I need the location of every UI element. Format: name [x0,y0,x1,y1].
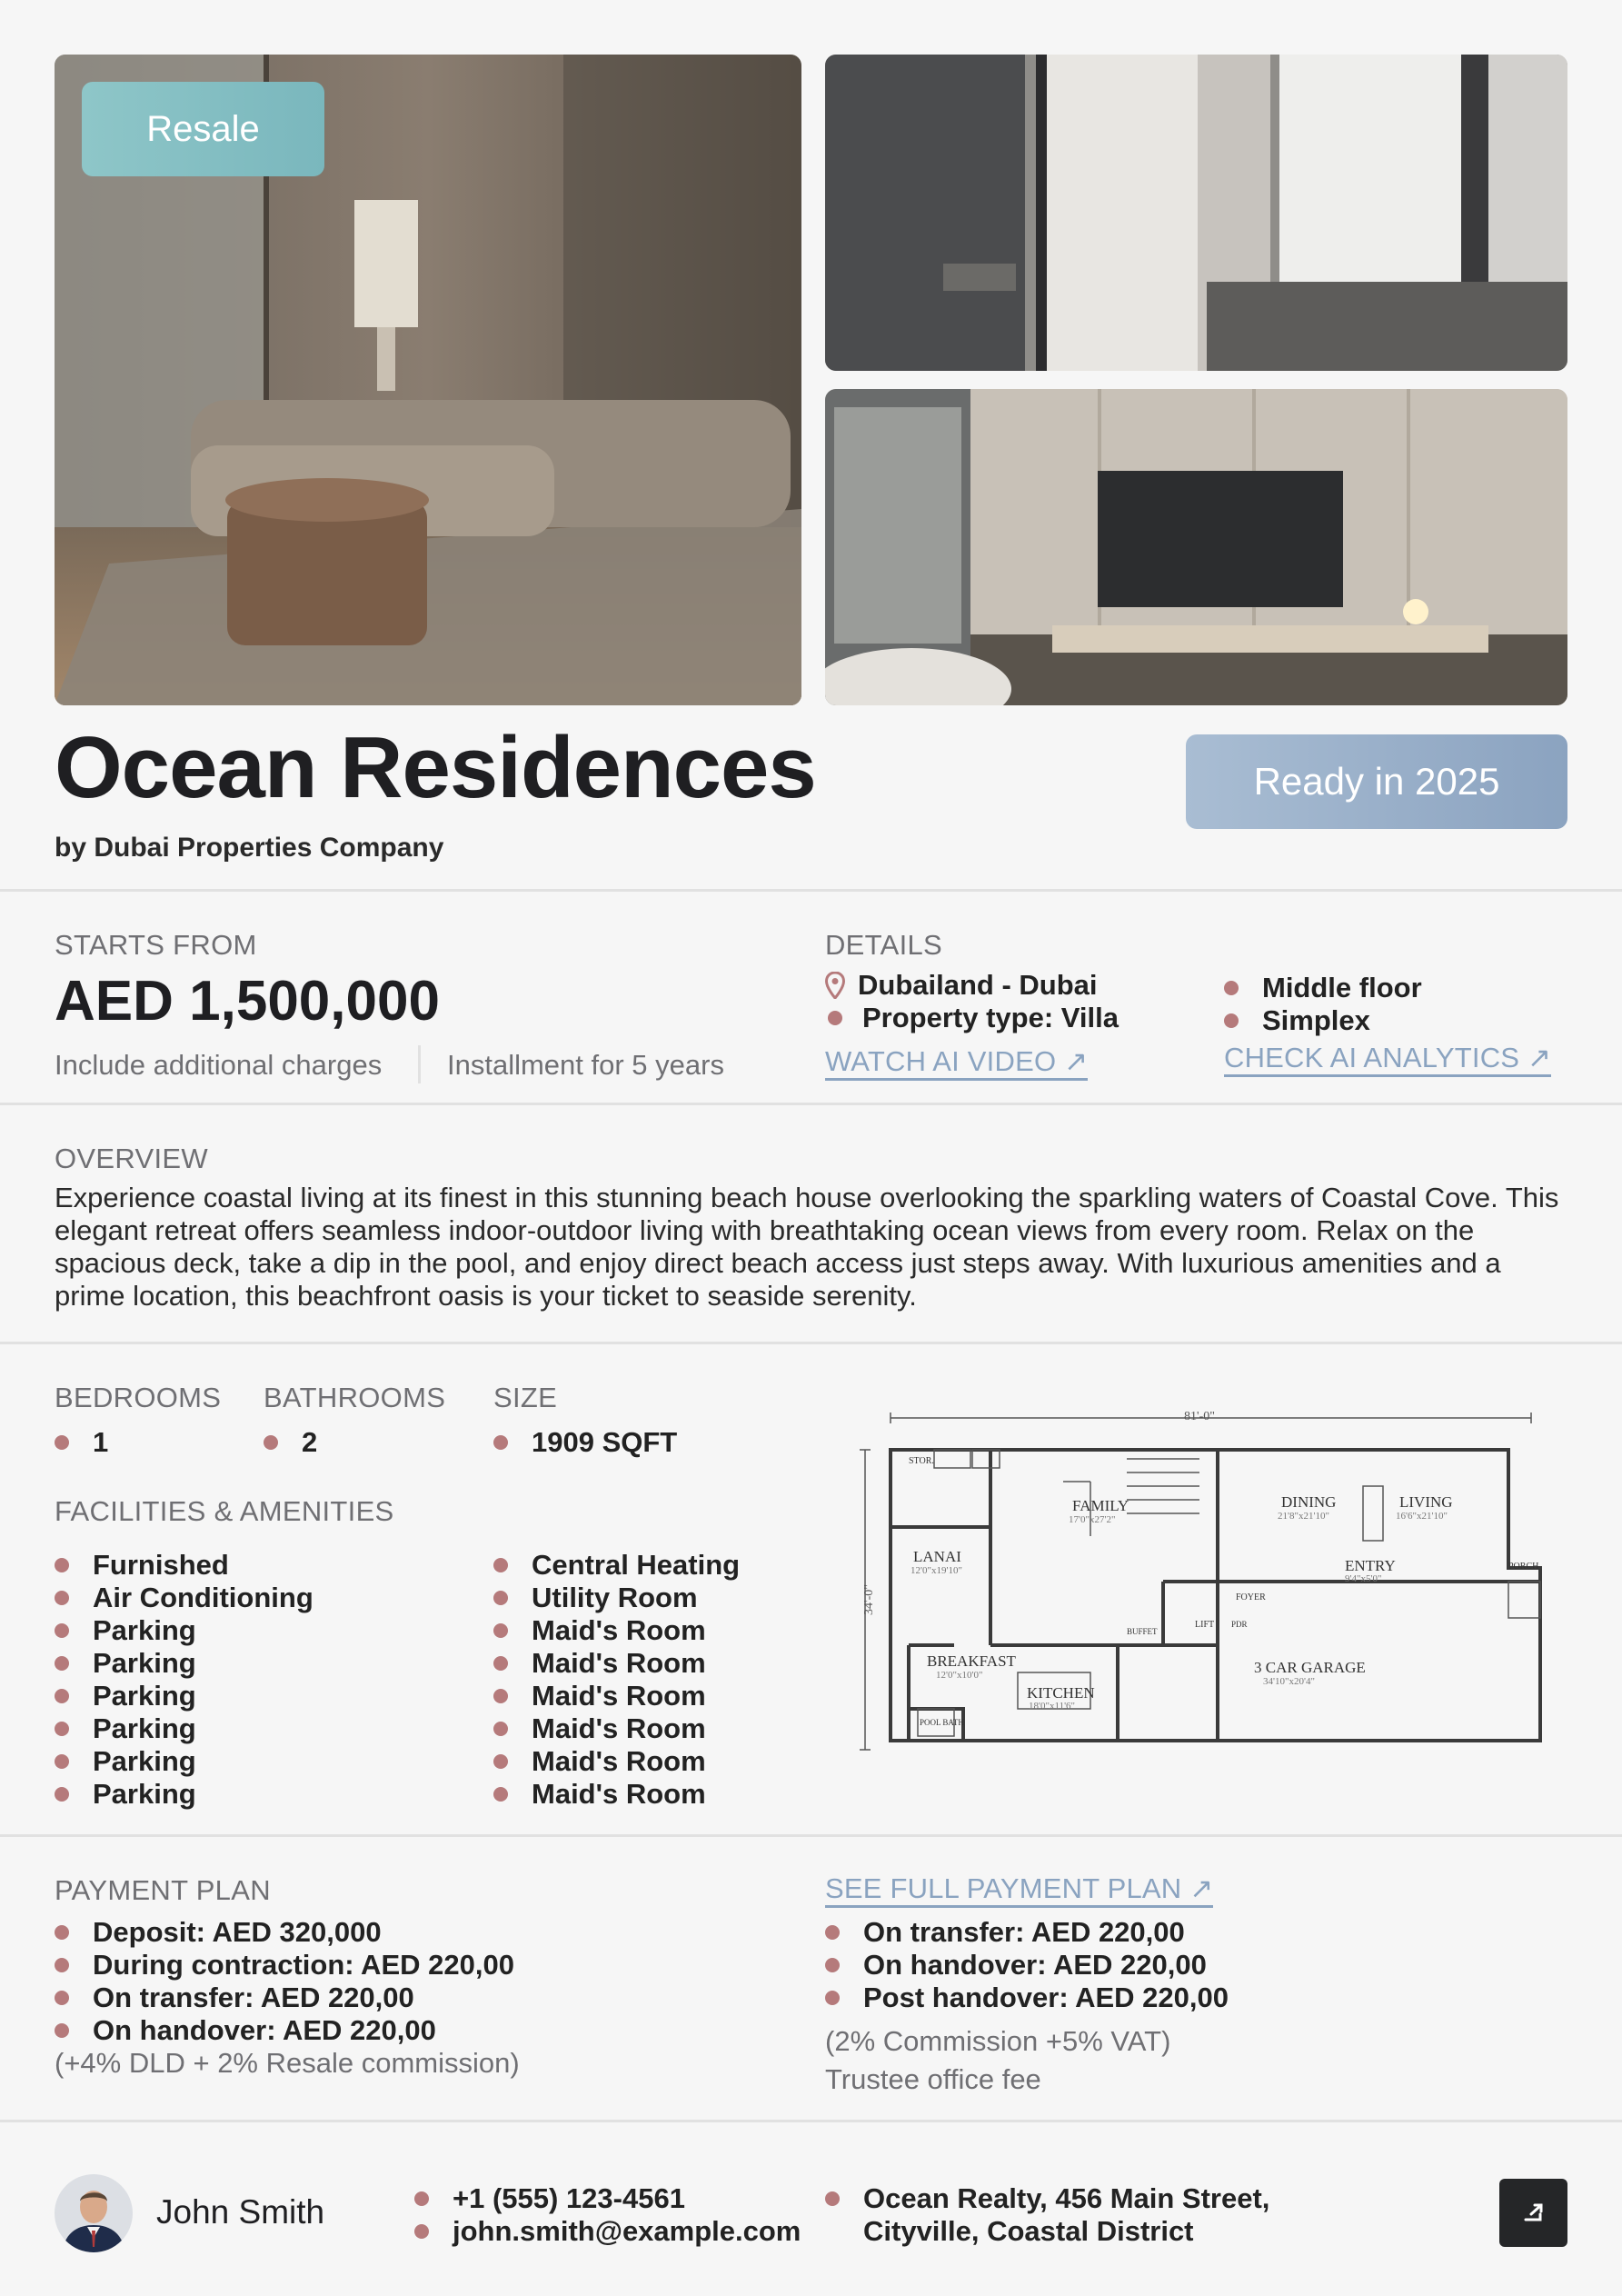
agent-contacts [414,2182,801,2248]
bathrooms-label: BATHROOMS [264,1382,446,1413]
room-kitchen: KITCHEN [1027,1684,1095,1702]
payment-column-1 [55,1916,514,2047]
list-item [55,1614,313,1647]
room-lanai: LANAI [913,1548,961,1565]
divider [0,1342,1622,1344]
amenity-text: Maid's Room [532,1778,706,1810]
detail-floor [1224,972,1422,1004]
detail-text: Middle floor [1262,972,1422,1003]
amenity-text: Parking [93,1778,196,1810]
payment-text: During contraction: AED 220,00 [93,1949,514,1981]
bullet-icon [264,1435,278,1450]
bullet-icon [55,1787,69,1802]
spec-text: 1909 SQFT [532,1426,678,1458]
list-item [55,1778,313,1811]
list-item [825,1949,1229,1982]
divider [0,1103,1622,1105]
room-buffet: BUFFET [1127,1627,1158,1636]
bullet-icon [1224,1013,1239,1028]
plan-width: 81'-0" [1184,1410,1215,1423]
phone-text: +1 (555) 123-4561 [453,2182,685,2214]
bullet-icon [493,1787,508,1802]
payment-note-commission: (2% Commission +5% VAT) [825,2025,1171,2057]
bedrooms-label: BEDROOMS [55,1382,222,1413]
dim-living: 16'6"x21'10" [1396,1511,1448,1522]
bullet-icon [55,1958,69,1972]
room-storage: STOR. [909,1456,934,1466]
detail-text: Dubailand - Dubai [858,969,1098,1001]
amenity-text: Air Conditioning [93,1582,313,1613]
price-value: AED 1,500,000 [55,970,440,1033]
share-button[interactable] [1499,2179,1567,2247]
detail-layout [1224,1004,1370,1037]
room-garage: 3 CAR GARAGE [1254,1659,1366,1676]
amenities-label: FACILITIES & AMENITIES [55,1495,394,1527]
divider [0,1834,1622,1837]
size-label: SIZE [493,1382,558,1413]
list-item [55,1982,514,2014]
list-item [55,1949,514,1982]
list-item [55,1680,313,1712]
property-title: Ocean Residences [55,719,816,816]
bullet-icon [493,1754,508,1769]
check-ai-analytics-link[interactable]: CHECK AI ANALYTICS ↗ [1224,1042,1551,1077]
list-item [55,1712,313,1745]
bullet-icon [493,1435,508,1450]
email-text: john.smith@example.com [453,2215,801,2247]
list-item [55,1916,514,1949]
room-lift: LIFT [1195,1620,1215,1630]
room-breakfast: BREAKFAST [927,1652,1016,1670]
amenity-text: Furnished [93,1549,229,1581]
room-pool-bath: POOL BATH [920,1718,964,1727]
bullet-icon [828,1011,842,1025]
detail-text: Property type: Villa [862,1002,1119,1033]
amenity-text: Maid's Room [532,1647,706,1679]
spec-text: 2 [302,1426,318,1458]
list-item [55,1582,313,1614]
bullet-icon [493,1689,508,1703]
bullet-icon [55,1623,69,1638]
payment-text: On handover: AED 220,00 [863,1949,1207,1981]
dim-dining: 21'8"x21'10" [1278,1511,1329,1522]
dim-family: 17'0"x27'2" [1069,1514,1116,1525]
details-label: DETAILS [825,929,943,961]
size-value [493,1426,677,1459]
bullet-icon [55,1991,69,2005]
divider [418,1045,421,1083]
list-item [493,1778,740,1811]
payment-note-dld: (+4% DLD + 2% Resale commission) [55,2047,520,2079]
room-porch: PORCH [1508,1562,1539,1572]
overview-text: Experience coastal living at its finest in this stunning beach house overlooking the sparkling waters of Coastal Cove. This elegant retreat offers seamless indoor-outdoor living with breathtaking ocean views from every room. Relax on the spacious deck, take a dip in the pool, and enjoy direct beach access just steps away. With luxurious amenities and a prime location, this beachfront oasis is your ticket to seaside serenity. [55,1182,1559,1312]
payment-column-2 [825,1916,1229,2014]
starts-from-label: STARTS FROM [55,929,257,961]
amenity-text: Central Heating [532,1549,741,1581]
agent-phone[interactable] [414,2182,801,2215]
bullet-icon [55,1591,69,1605]
list-item [55,1647,313,1680]
room-pdr: PDR [1231,1620,1248,1629]
detail-location [825,969,1098,1002]
bullet-icon [493,1591,508,1605]
developer-name: by Dubai Properties Company [55,833,444,863]
bullet-icon [55,1722,69,1736]
bullet-icon [414,2191,429,2206]
bullet-icon [825,1991,840,2005]
bullet-icon [414,2224,429,2239]
bullet-icon [55,2023,69,2038]
dim-kitchen: 18'0"x11'6" [1029,1701,1076,1712]
bedrooms-value [55,1426,108,1459]
bullet-icon [493,1558,508,1572]
bullet-icon [55,1558,69,1572]
overview-label: OVERVIEW [55,1143,208,1174]
photo-tv-room[interactable] [825,389,1567,705]
list-item [825,1916,1229,1949]
address-line-1: Ocean Realty, 456 Main Street, [863,2182,1270,2214]
list-item [493,1647,740,1680]
dim-garage: 34'10"x20'4" [1263,1676,1315,1687]
amenity-text: Parking [93,1745,196,1777]
payment-text: On handover: AED 220,00 [93,2014,436,2046]
divider [0,889,1622,892]
bullet-icon [1224,981,1239,995]
bullet-icon [55,1656,69,1671]
amenity-text: Parking [93,1647,196,1679]
list-item [55,1549,313,1582]
list-item [493,1582,740,1614]
payment-note-trustee: Trustee office fee [825,2063,1041,2095]
divider [0,2120,1622,2122]
spec-text: 1 [93,1426,109,1458]
bullet-icon [493,1623,508,1638]
agent-address [825,2182,1269,2248]
amenity-text: Maid's Room [532,1712,706,1744]
detail-text: Simplex [1262,1004,1370,1036]
room-foyer: FOYER [1236,1592,1266,1602]
bullet-icon [493,1722,508,1736]
list-item [55,1745,313,1778]
payment-text: Deposit: AED 320,000 [93,1916,382,1948]
amenity-text: Utility Room [532,1582,698,1613]
photo-hallway[interactable] [825,55,1567,371]
dim-lanai: 12'0"x19'10" [911,1565,962,1576]
agent-email[interactable] [414,2215,801,2248]
see-full-payment-plan-link[interactable]: SEE FULL PAYMENT PLAN ↗ [825,1872,1213,1908]
list-item [493,1549,740,1582]
plan-depth: 34'-0" [862,1584,876,1615]
additional-charges-note: Include additional charges [55,1049,383,1081]
avatar [55,2174,133,2252]
dim-entry: 9'4"x5'0" [1345,1573,1382,1584]
bullet-icon [55,1689,69,1703]
bullet-icon [825,1958,840,1972]
detail-property-type [828,1002,1119,1034]
amenity-text: Maid's Room [532,1680,706,1712]
bullet-icon [55,1925,69,1940]
bullet-icon [825,2191,840,2206]
room-dining: DINING [1281,1493,1337,1511]
address-line-2: Cityville, Coastal District [863,2215,1194,2247]
agent-name: John Smith [156,2193,325,2231]
payment-text: On transfer: AED 220,00 [863,1916,1185,1948]
bullet-icon [55,1754,69,1769]
payment-text: Post handover: AED 220,00 [863,1982,1229,2013]
bathrooms-value [264,1426,317,1459]
payment-plan-label: PAYMENT PLAN [55,1874,271,1906]
dim-breakfast: 12'0"x10'0" [936,1670,983,1681]
amenity-text: Parking [93,1680,196,1712]
floor-plan[interactable] [854,1409,1545,1754]
share-icon [1522,2201,1546,2225]
watch-ai-video-link[interactable]: WATCH AI VIDEO ↗ [825,1045,1088,1081]
bullet-icon [493,1656,508,1671]
payment-text: On transfer: AED 220,00 [93,1982,414,2013]
address-block [863,2182,1269,2248]
room-entry: ENTRY [1345,1557,1396,1574]
list-item [55,2014,514,2047]
amenities-column-2 [493,1549,740,1811]
amenity-text: Parking [93,1712,196,1744]
list-item [493,1680,740,1712]
list-item [493,1745,740,1778]
resale-badge: Resale [82,82,324,176]
bullet-icon [55,1435,69,1450]
amenity-text: Parking [93,1614,196,1646]
amenities-column-1 [55,1549,313,1811]
room-family: FAMILY [1072,1497,1129,1514]
installment-note: Installment for 5 years [447,1049,724,1081]
list-item [493,1614,740,1647]
list-item [493,1712,740,1745]
map-pin-icon [825,972,845,999]
list-item [825,1982,1229,2014]
bullet-icon [825,1925,840,1940]
room-living: LIVING [1399,1493,1453,1511]
amenity-text: Maid's Room [532,1745,706,1777]
ready-date-badge: Ready in 2025 [1186,734,1567,829]
amenity-text: Maid's Room [532,1614,706,1646]
